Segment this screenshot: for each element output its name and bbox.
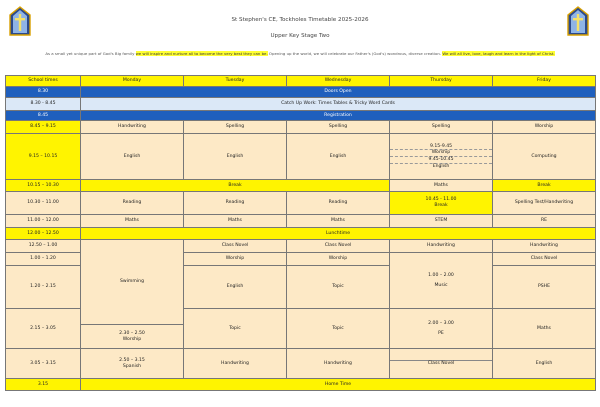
lesson-cell: Class Novel <box>493 253 596 266</box>
table-row <box>6 180 596 192</box>
table-row <box>6 379 596 391</box>
split-time: 1.00 – 2.00 <box>428 272 454 278</box>
table-row <box>6 192 596 215</box>
lesson-cell: English <box>287 134 390 180</box>
table-row <box>6 121 596 134</box>
thursday-pe-cell <box>390 309 493 349</box>
lesson-cell: English <box>81 134 184 180</box>
col-header-friday: Friday <box>493 76 596 87</box>
split-time: 2.50 – 3.15 <box>119 357 145 363</box>
thursday-novel-cell <box>390 349 493 379</box>
lesson-cell: English <box>184 134 287 180</box>
table-row <box>6 215 596 228</box>
lesson-cell: Spelling <box>390 121 493 134</box>
catch-up-cell: Catch Up Work: Times Tables & Tricky Word Cards <box>81 98 596 111</box>
split-lesson: Spanish <box>122 363 142 369</box>
time-cell: 8.30 <box>6 87 81 98</box>
time-cell: 10.15 – 10.30 <box>6 180 81 192</box>
lesson-cell: Handwriting <box>287 349 390 379</box>
lesson-cell: Handwriting <box>390 240 493 253</box>
col-header-thursday: Thursday <box>390 76 493 87</box>
timetable <box>5 75 596 391</box>
lesson-cell: Handwriting <box>493 240 596 253</box>
home-time-cell: Home Time <box>81 379 596 391</box>
split-lesson: Worship <box>122 336 142 342</box>
col-header-monday: Monday <box>81 76 184 87</box>
time-cell: 9.15 – 10.15 <box>6 134 81 180</box>
split-time: 9.45-10.45 <box>390 156 492 163</box>
table-row <box>6 228 596 240</box>
key-stage-subtitle: Upper Key Stage Two <box>270 33 330 39</box>
doors-open-cell: Doors Open <box>81 87 596 98</box>
time-cell: 2.15 – 3.05 <box>6 309 81 349</box>
break-cell: Break <box>81 180 390 192</box>
lesson-cell: Handwriting <box>81 121 184 134</box>
time-cell: 12.50 – 1.00 <box>6 240 81 253</box>
lesson-cell: Topic <box>287 266 390 309</box>
lunchtime-cell: Lunchtime <box>81 228 596 240</box>
split-lesson: Worship <box>390 149 492 156</box>
lesson-cell: Worship <box>287 253 390 266</box>
table-row <box>6 111 596 121</box>
time-cell: 8.45 <box>6 111 81 121</box>
table-row <box>6 87 596 98</box>
time-cell: 8.45 – 9.15 <box>6 121 81 134</box>
table-row <box>6 349 596 379</box>
split-lesson: PE <box>438 330 444 336</box>
lesson-cell: RE <box>493 215 596 228</box>
time-cell: 3.05 – 3.15 <box>6 349 81 379</box>
lesson-cell: English <box>184 266 287 309</box>
col-header-tuesday: Tuesday <box>184 76 287 87</box>
split-time: 10.45 - 11.00 <box>425 197 457 203</box>
time-cell: 3.15 <box>6 379 81 391</box>
lesson-cell: Reading <box>81 192 184 215</box>
header-row <box>6 76 596 87</box>
lesson-cell: Maths <box>184 215 287 228</box>
lesson-cell: Reading <box>184 192 287 215</box>
lesson-cell: Topic <box>287 309 390 349</box>
monday-worship-cell <box>81 325 184 349</box>
split-lesson: Break <box>434 203 448 208</box>
col-header-times: School times <box>6 76 81 87</box>
monday-swimming-cell: Swimming <box>81 240 184 325</box>
time-cell: 8.30 - 8.45 <box>6 98 81 111</box>
thursday-break-cell <box>390 192 493 215</box>
table-row <box>6 134 596 180</box>
registration-cell: Registration <box>81 111 596 121</box>
thursday-music-cell <box>390 253 493 309</box>
lesson-cell: Maths <box>493 309 596 349</box>
lesson-cell: Worship <box>184 253 287 266</box>
time-cell: 1.00 – 1.20 <box>6 253 81 266</box>
lesson-cell: Handwriting <box>184 349 287 379</box>
lesson-cell: Reading <box>287 192 390 215</box>
mission-part-highlight: we will inspire and nurture all to become the very best they can be. <box>135 51 268 56</box>
mission-statement <box>10 51 590 57</box>
lesson-cell: STEM <box>390 215 493 228</box>
mission-part: Opening up the world, we will celebrate our Father's (God's) wondrous, diverse creation. <box>267 51 443 56</box>
split-lesson: Class Novel <box>390 360 492 367</box>
split-time: 2.30 – 2.50 <box>119 330 145 336</box>
lesson-cell: Maths <box>287 215 390 228</box>
lesson-cell: Maths <box>81 215 184 228</box>
time-cell: 12.00 – 12.50 <box>6 228 81 240</box>
split-time: 9.15-9.45 <box>429 143 453 149</box>
lesson-cell: Spelling <box>184 121 287 134</box>
lesson-cell: Maths <box>390 180 493 192</box>
time-cell: 1.20 – 2.15 <box>6 266 81 309</box>
lesson-cell: Spelling <box>287 121 390 134</box>
split-time: 2.00 – 3.00 <box>428 320 454 326</box>
lesson-cell: Computing <box>493 134 596 180</box>
lesson-cell: Spelling Test/Handwriting <box>493 192 596 215</box>
table-row <box>6 98 596 111</box>
lesson-cell: Class Novel <box>184 240 287 253</box>
mission-part-highlight: We will all live, love, laugh and learn in the light of Christ. <box>442 51 555 56</box>
lesson-cell: English <box>493 349 596 379</box>
lesson-cell: Worship <box>493 121 596 134</box>
timetable-title: St Stephen's CE, Tockholes Timetable 2025-2026 <box>231 17 369 23</box>
time-cell: 10.30 – 11.00 <box>6 192 81 215</box>
lesson-cell: Class Novel <box>287 240 390 253</box>
time-cell: 11.00 – 12.00 <box>6 215 81 228</box>
col-header-wednesday: Wednesday <box>287 76 390 87</box>
table-row <box>6 240 596 253</box>
lesson-cell: PSHE <box>493 266 596 309</box>
break-cell: Break <box>493 180 596 192</box>
monday-spanish-cell <box>81 349 184 379</box>
thursday-split-cell <box>390 134 493 180</box>
split-lesson: Music <box>434 282 448 288</box>
lesson-cell: Topic <box>184 309 287 349</box>
mission-part: As a small yet unique part of God's Big family <box>45 51 136 56</box>
split-lesson: English <box>390 163 492 170</box>
